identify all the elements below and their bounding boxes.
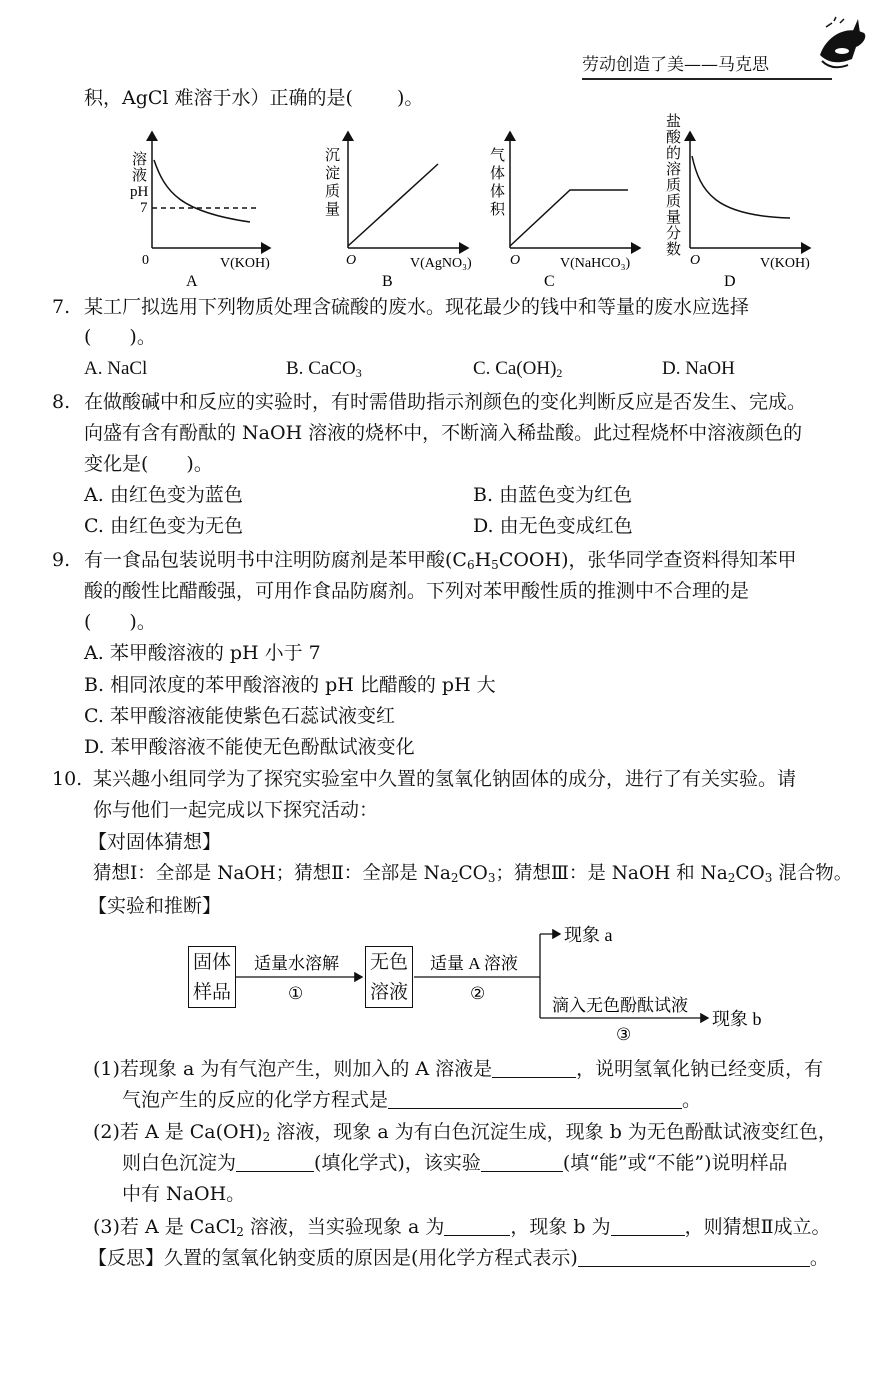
q10-section-experiment: 【实验和推断】 xyxy=(88,895,222,917)
q7-option-a[interactable]: A. NaCl xyxy=(84,358,148,379)
svg-text:淀: 淀 xyxy=(325,166,341,182)
q10-part2-line3: 中有 NaOH。 xyxy=(122,1183,246,1205)
flow-box-colorless-solution: 无色 溶液 xyxy=(365,946,413,1008)
q10-part2-line1: (2)若 A 是 $Ca(OH)_2$ 溶液，现象 a 为有白色沉淀生成，现象 b 为无色酚酞试液变红色， xyxy=(93,1121,837,1144)
svg-text:O: O xyxy=(690,253,701,268)
q9-line1: 有一食品包装说明书中注明防腐剂是苯甲酸$(C_6H_5COOH)$，张华同学查资料得知苯甲 xyxy=(84,549,797,572)
answer-blank-precipitate[interactable] xyxy=(236,1153,314,1172)
svg-text:的: 的 xyxy=(666,146,682,162)
svg-text:质: 质 xyxy=(666,178,682,194)
svg-text:体: 体 xyxy=(490,166,506,182)
flow-arrows xyxy=(230,920,790,1050)
q9-line2: 酸的酸性比醋酸强，可用作食品防腐剂。下列对苯甲酸性质的推测中不合理的是 xyxy=(84,580,750,602)
q10-part1-line1: (1)若现象 a 为有气泡产生，则加入的 A 溶液是 ，说明氢氧化钠已经变质，有 xyxy=(93,1058,824,1080)
svg-text:B: B xyxy=(382,273,393,290)
answer-blank-equation-2[interactable] xyxy=(578,1248,810,1267)
graph-a-xlabel: V(KOH) xyxy=(220,256,270,271)
q10-part1-line2: 气泡产生的反应的化学方程式是 。 xyxy=(122,1089,702,1111)
q8-option-c[interactable]: C. 由红色变为无色 xyxy=(84,515,243,537)
q6-tail: 积，AgCl 难溶于水）正确的是( )。 xyxy=(84,87,424,109)
q7-option-d[interactable]: D. NaOH xyxy=(662,358,735,379)
graph-d xyxy=(666,112,810,290)
answer-blank-can-or-cannot[interactable] xyxy=(481,1153,563,1172)
graph-b-line xyxy=(348,164,438,246)
q9-option-b[interactable]: B. 相同浓度的苯甲酸溶液的 pH 比醋酸的 pH 大 xyxy=(84,674,496,696)
svg-text:量: 量 xyxy=(666,210,682,226)
q10-line2: 你与他们一起完成以下探究活动： xyxy=(93,799,379,821)
svg-text:溶: 溶 xyxy=(666,162,682,178)
graph-b xyxy=(325,132,472,290)
graph-c-line xyxy=(510,190,628,246)
answer-blank-phenomenon-a[interactable] xyxy=(444,1217,510,1236)
svg-text:数: 数 xyxy=(666,242,682,258)
svg-text:V(KOH): V(KOH) xyxy=(760,256,810,271)
q10-guesses: 猜想Ⅰ：全部是 NaOH；猜想Ⅱ：全部是 $Na_2CO_3$；猜想Ⅲ：是 NaOH 和 $Na_2CO_3$ 混合物。 xyxy=(93,863,853,885)
q8-option-d[interactable]: D. 由无色变成红色 xyxy=(473,515,633,537)
svg-text:沉: 沉 xyxy=(325,148,341,164)
graph-a-ylabel-3: pH xyxy=(130,184,149,200)
q10-reflection: 【反思】久置的氢氧化钠变质的原因是(用化学方程式表示) 。 xyxy=(88,1247,829,1269)
flow-step3-label: 滴入无色酚酞试液 xyxy=(552,996,688,1015)
q10-section-guess: 【对固体猜想】 xyxy=(88,831,222,853)
flow-step2-label: 适量 A 溶液 xyxy=(430,954,518,973)
svg-text:分: 分 xyxy=(666,226,682,242)
graph-d-curve xyxy=(692,156,790,218)
svg-text:质: 质 xyxy=(325,184,341,200)
answer-blank-a-solution[interactable] xyxy=(492,1059,576,1078)
svg-text:V(NaHCO₃): V(NaHCO₃) xyxy=(560,256,631,271)
q7-option-c[interactable]: C. $Ca(OH)_2$ xyxy=(473,358,563,380)
svg-text:O: O xyxy=(346,253,357,268)
q9-line3: ( )。 xyxy=(84,611,156,633)
graph-a-curve xyxy=(154,160,250,222)
orca-logo-icon xyxy=(812,15,872,75)
q8-option-b[interactable]: B. 由蓝色变为红色 xyxy=(473,484,633,506)
graph-a-ytick: 7 xyxy=(140,200,148,216)
flow-step1-label: 适量水溶解 xyxy=(254,954,339,973)
svg-text:气: 气 xyxy=(490,148,506,164)
q6-graphs xyxy=(120,112,820,292)
q8-line1: 在做酸碱中和反应的实验时，有时需借助指示剂颜色的变化判断反应是否发生、完成。 xyxy=(84,391,807,413)
flow-step3-num: ③ xyxy=(616,1025,632,1044)
q10-part3: (3)若 A 是 CaCl$_2$ 溶液，当实验现象 a 为 ，现象 b 为 ，则猜想Ⅱ成立。 xyxy=(93,1216,831,1239)
graph-c xyxy=(490,132,640,290)
graph-a-ylabel-1: 溶 xyxy=(132,152,148,168)
header-motto: 劳动创造了美——马克思 xyxy=(582,50,832,80)
q8-number: 8. xyxy=(52,391,71,413)
svg-text:量: 量 xyxy=(325,202,341,218)
q10-number: 10. xyxy=(52,768,83,790)
flow-result-a: 现象 a xyxy=(564,925,613,945)
q8-option-a[interactable]: A. 由红色变为蓝色 xyxy=(84,484,243,506)
flow-step1-num: ① xyxy=(288,984,304,1003)
graph-a-ylabel-2: 液 xyxy=(132,168,148,184)
flow-box-solid-sample: 固体 样品 xyxy=(188,946,236,1008)
q9-number: 9. xyxy=(52,549,71,571)
flow-result-b: 现象 b xyxy=(712,1009,762,1029)
q7-option-b[interactable]: B. CaCO$_3$ xyxy=(286,358,362,380)
q9-option-a[interactable]: A. 苯甲酸溶液的 pH 小于 7 xyxy=(84,642,321,664)
graph-a-origin: 0 xyxy=(142,253,149,268)
svg-text:体: 体 xyxy=(490,184,506,200)
q9-option-c[interactable]: C. 苯甲酸溶液能使紫色石蕊试液变红 xyxy=(84,705,395,727)
svg-text:积: 积 xyxy=(490,202,506,218)
svg-text:D: D xyxy=(724,273,736,290)
graph-a xyxy=(130,132,270,290)
q7-number: 7. xyxy=(52,296,71,318)
answer-blank-equation-1[interactable] xyxy=(388,1090,682,1109)
svg-text:C: C xyxy=(544,273,555,290)
q8-line3: 变化是( )。 xyxy=(84,453,213,475)
flow-step2-num: ② xyxy=(470,984,486,1003)
q10-part2-line2: 则白色沉淀为 (填化学式)，该实验 (填“能”或“不能”)说明样品 xyxy=(122,1152,788,1174)
q7-stem: 某工厂拟选用下列物质处理含硫酸的废水。现花最少的钱中和等量的废水应选择 xyxy=(84,296,750,318)
q7-paren: ( )。 xyxy=(84,326,156,348)
svg-text:V(AgNO₃): V(AgNO₃) xyxy=(410,256,472,271)
q10-line1: 某兴趣小组同学为了探究实验室中久置的氢氧化钠固体的成分，进行了有关实验。请 xyxy=(93,768,797,790)
svg-text:盐: 盐 xyxy=(666,114,682,130)
q8-line2: 向盛有含有酚酞的 NaOH 溶液的烧杯中，不断滴入稀盐酸。此过程烧杯中溶液颜色的 xyxy=(84,422,803,444)
svg-text:酸: 酸 xyxy=(666,130,682,146)
svg-text:质: 质 xyxy=(666,194,682,210)
q9-option-d[interactable]: D. 苯甲酸溶液不能使无色酚酞试液变化 xyxy=(84,736,415,758)
svg-text:O: O xyxy=(510,253,521,268)
answer-blank-phenomenon-b[interactable] xyxy=(611,1217,685,1236)
graph-a-letter: A xyxy=(186,273,198,290)
